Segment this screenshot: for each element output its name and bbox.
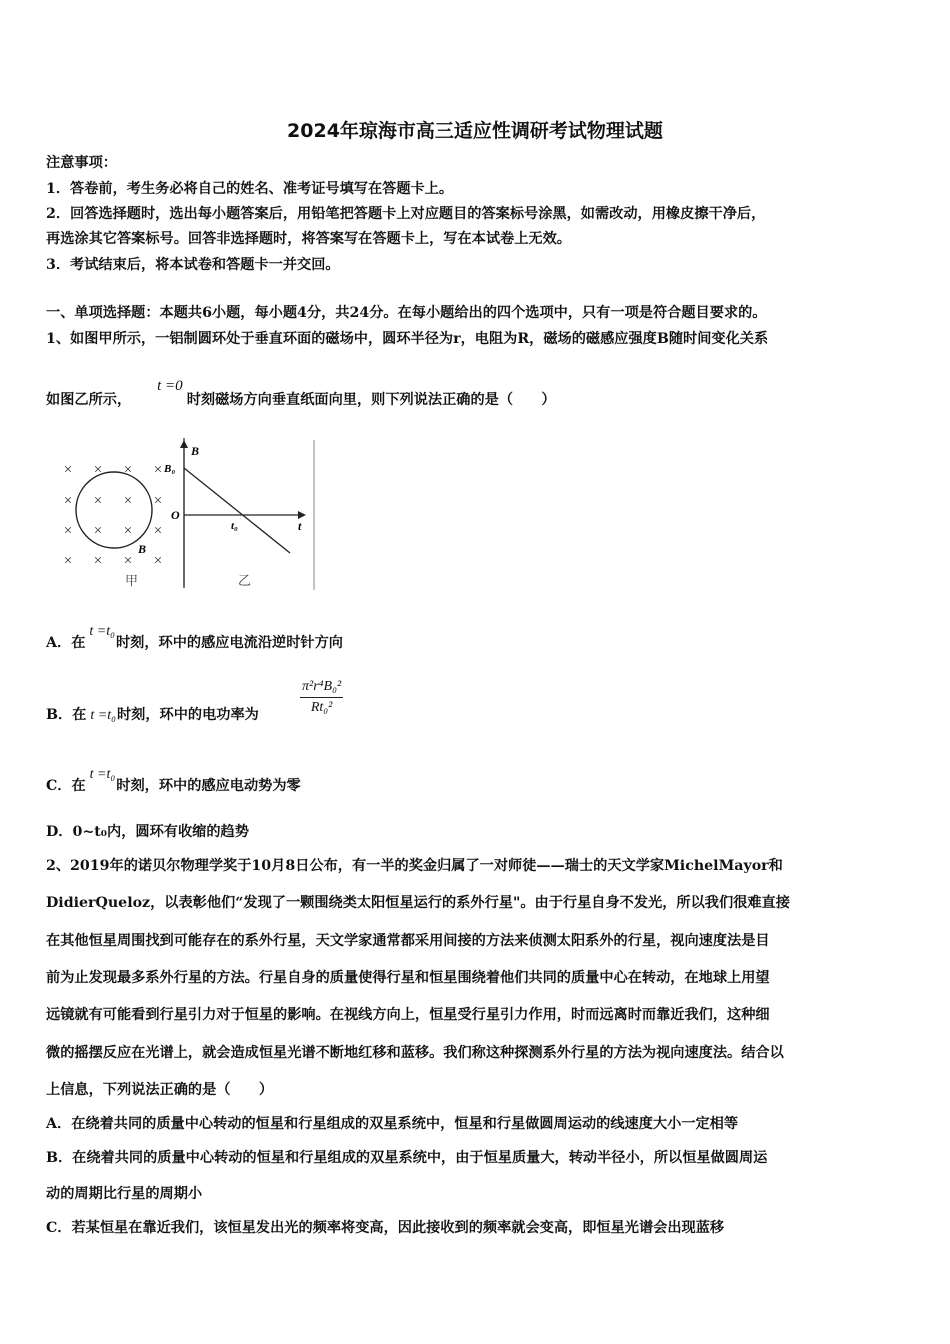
q1-option-c: C．在t =t₀时刻，环中的感应电动势为零 xyxy=(46,767,301,794)
q2-option-b-line-1: B．在绕着共同的质量中心转动的恒星和行星组成的双星系统中，由于恒星质量大，转动半径小，所以恒星做圆周运 xyxy=(46,1150,768,1166)
q2-stem-line-3: 在其他恒星周围找到可能存在的系外行星，天文学家通常都采用间接的方法来侦测太阳系外的行星，视向速度法是目 xyxy=(46,933,770,949)
cross-mark: × xyxy=(123,462,133,478)
q2-stem-line-1: 2、2019年的诺贝尔物理学奖于10月8日公布，有一半的奖金归属了一对师徒——瑞士的天文学家MichelMayor和 xyxy=(46,858,783,874)
q2-stem-line-2: DidierQueloz，以表彰他们“发现了一颗围绕类太阳恒星运行的系外行星"。由于行星自身不发光，所以我们很难直接 xyxy=(46,895,790,911)
q2-option-b-line-2: 动的周期比行星的周期小 xyxy=(46,1186,203,1202)
notice-item-2-line-1: 2．回答选择题时，选出每小题答案后，用铅笔把答题卡上对应题目的答案标号涂黑，如需改动，用橡皮擦干净后， xyxy=(46,206,766,222)
fraction-denominator: Rt₀² xyxy=(310,700,333,715)
y-axis-arrow xyxy=(180,440,188,448)
b-t-graph-line xyxy=(184,468,290,553)
x-axis-arrow xyxy=(298,511,306,519)
q1-stem-prefix: 如图乙所示， xyxy=(46,392,132,408)
cross-mark: × xyxy=(63,523,73,539)
label-jia: 甲 xyxy=(125,573,139,588)
q1-stem-line-1: 1、如图甲所示，一铝制圆环处于垂直环面的磁场中，圆环半径为r，电阻为R，磁场的磁感应强度B随时间变化关系 xyxy=(46,331,769,347)
notice-item-1: 1．答卷前，考生务必将自己的姓名、准考证号填写在答题卡上。 xyxy=(46,181,454,197)
cross-mark: × xyxy=(93,553,103,569)
q1-option-d: D．0~t₀内，圆环有收缩的趋势 xyxy=(46,824,249,840)
cross-mark: × xyxy=(93,462,103,478)
q2-stem-line-4: 前为止发现最多系外行星的方法。行星自身的质量使得行星和恒星围绕着他们共同的质量中心在转动，在地球上用望 xyxy=(46,970,770,986)
crosses-field xyxy=(64,462,162,569)
cross-mark: × xyxy=(123,523,133,539)
label-yi: 乙 xyxy=(238,573,252,588)
q2-option-c: C．若某恒星在靠近我们，该恒星发出光的频率将变高，因此接收到的频率就会变高，即恒星光谱会出现蓝移 xyxy=(46,1220,725,1236)
notice-heading: 注意事项： xyxy=(46,155,117,171)
q2-stem-line-6: 微的摇摆反应在光谱上，就会造成恒星光谱不断地红移和蓝移。我们称这种探测系外行星的方法为视向速度法。结合以 xyxy=(46,1045,784,1061)
q1-stem-math: t =0 xyxy=(157,378,183,394)
q1-stem-line-2 xyxy=(46,378,556,409)
cross-mark: × xyxy=(153,493,163,509)
cross-mark: × xyxy=(153,462,163,478)
q2-option-a: A．在绕着共同的质量中心转动的恒星和行星组成的双星系统中，恒星和行星做圆周运动的线速度大小一定相等 xyxy=(46,1116,739,1132)
q1-stem-suffix: 时刻磁场方向垂直纸面向里，则下列说法正确的是（ ） xyxy=(186,392,556,408)
q2-stem-line-7: 上信息，下列说法正确的是（ ） xyxy=(46,1082,274,1098)
notice-item-3: 3．考试结束后，将本试卷和答题卡一并交回。 xyxy=(46,257,340,273)
cross-mark: × xyxy=(153,553,163,569)
cross-mark: × xyxy=(153,523,163,539)
ring-label: B xyxy=(138,542,147,556)
cross-mark: × xyxy=(93,523,103,539)
t0-label: t₀ xyxy=(231,520,238,532)
q1-figure xyxy=(50,438,330,598)
cross-mark: × xyxy=(63,493,73,509)
q1-option-a: A．在t =t₀时刻，环中的感应电流沿逆时针方向 xyxy=(46,624,343,651)
page-title: 2024年琼海市高三适应性调研考试物理试题 xyxy=(287,120,663,142)
notice-item-2-line-2: 再选涂其它答案标号。回答非选择题时，将答案写在答题卡上，写在本试卷上无效。 xyxy=(46,231,571,247)
cross-mark: × xyxy=(123,553,133,569)
axis-x-label: t xyxy=(298,519,302,533)
fraction-numerator: π²r⁴B₀² xyxy=(300,679,343,698)
cross-mark: × xyxy=(63,462,73,478)
aluminum-ring xyxy=(76,472,152,548)
cross-mark: × xyxy=(123,493,133,509)
q2-stem-line-5: 远镜就有可能看到行星引力对于恒星的影响。在视线方向上，恒星受行星引力作用，时而远离时而靠近我们，这种细 xyxy=(46,1007,770,1023)
q1-option-b-fraction xyxy=(300,679,343,716)
cross-mark: × xyxy=(63,553,73,569)
section-1-heading: 一、单项选择题：本题共6小题，每小题4分，共24分。在每小题给出的四个选项中，只有一项是符合题目要求的。 xyxy=(46,305,767,321)
axis-y-label: B xyxy=(191,444,200,458)
cross-mark: × xyxy=(93,493,103,509)
b0-label: B₀ xyxy=(164,463,176,475)
q1-option-b: B．在 t =t₀时刻，环中的电功率为 xyxy=(46,707,259,723)
origin-label: O xyxy=(171,508,180,522)
